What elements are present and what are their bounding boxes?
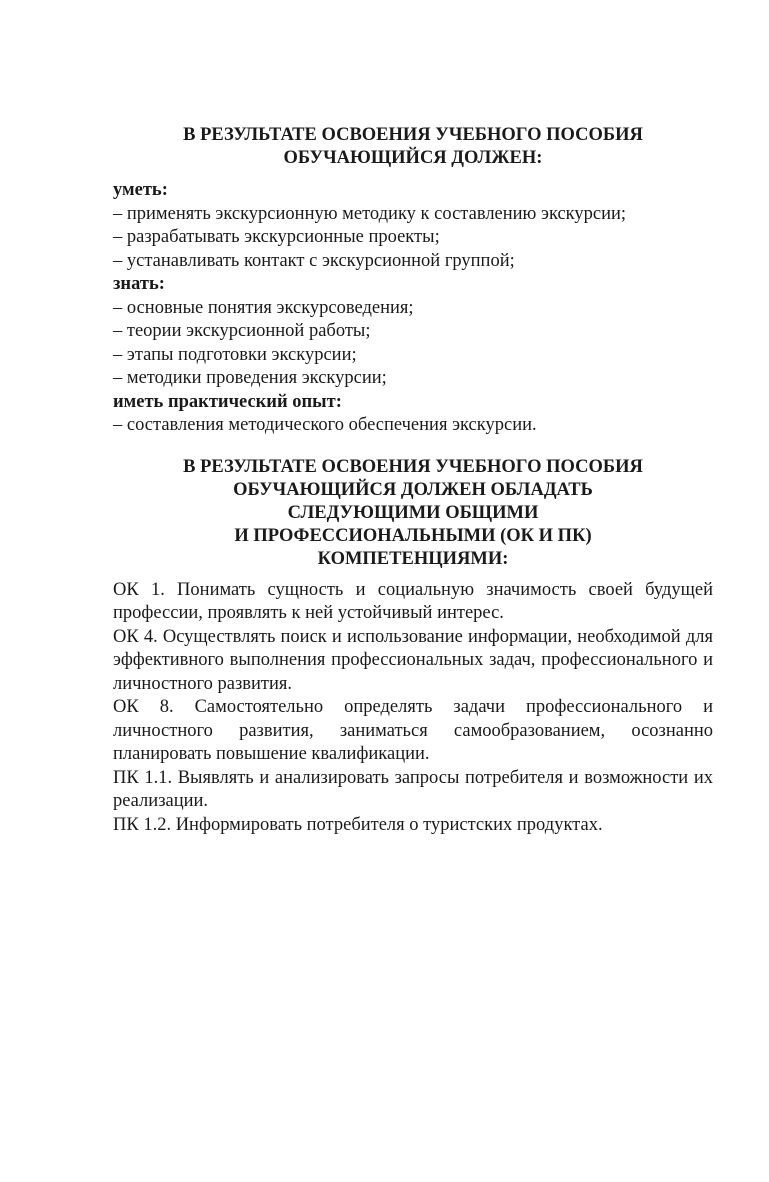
list-item: – применять экскурсионную методику к составлению экскурсии; — [113, 203, 627, 224]
competency-ok8: ОК 8. Самостоятельно определять задачи профессионального и личностного развития, заниматься самообразованием, осознанно планировать повышение квалификации. — [113, 697, 713, 764]
list-item: – этапы подготовки экскурсии; — [113, 344, 357, 365]
section2-title-line: ОБУЧАЮЩИЙСЯ ДОЛЖЕН ОБЛАДАТЬ — [233, 479, 593, 500]
section1-title — [113, 124, 713, 170]
list-item: – составления методического обеспечения экскурсии. — [113, 415, 537, 435]
section2-title-line: В РЕЗУЛЬТАТЕ ОСВОЕНИЯ УЧЕБНОГО ПОСОБИЯ — [183, 456, 643, 477]
skills-list — [113, 179, 713, 438]
section1-title-line: ОБУЧАЮЩИЙСЯ ДОЛЖЕН: — [283, 148, 543, 168]
competency-pk12: ПК 1.2. Информировать потребителя о туристских продуктах. — [113, 814, 603, 835]
group-label-znat: знать: — [113, 274, 165, 294]
section2-title-line: И ПРОФЕССИОНАЛЬНЫМИ (ОК И ПК) — [234, 525, 592, 546]
group-label-opyt: иметь практический опыт: — [113, 391, 342, 412]
section2-title — [113, 456, 713, 571]
document-page — [113, 124, 713, 837]
competency-ok1: ОК 1. Понимать сущность и социальную значимость своей будущей профессии, проявлять к ней устойчивый интерес. — [113, 579, 713, 623]
group-label-umet: уметь: — [113, 180, 168, 200]
list-item: – устанавливать контакт с экскурсионной группой; — [113, 250, 515, 271]
section2-title-line: КОМПЕТЕНЦИЯМИ: — [317, 548, 509, 569]
list-item: – разрабатывать экскурсионные проекты; — [113, 227, 440, 247]
competencies-list — [113, 579, 713, 838]
competency-ok4: ОК 4. Осуществлять поиск и использование информации, необходимой для эффективного выполнения профессиональных задач, профессионального и личностного развития. — [113, 626, 713, 694]
competency-pk11: ПК 1.1. Выявлять и анализировать запросы потребителя и возможности их реализации. — [113, 767, 713, 811]
list-item: – методики проведения экскурсии; — [113, 368, 387, 388]
list-item: – основные понятия экскурсоведения; — [113, 297, 414, 318]
section2-title-line: СЛЕДУЮЩИМИ ОБЩИМИ — [287, 502, 539, 523]
list-item: – теории экскурсионной работы; — [113, 321, 371, 341]
section1-title-line: В РЕЗУЛЬТАТЕ ОСВОЕНИЯ УЧЕБНОГО ПОСОБИЯ — [183, 125, 643, 145]
